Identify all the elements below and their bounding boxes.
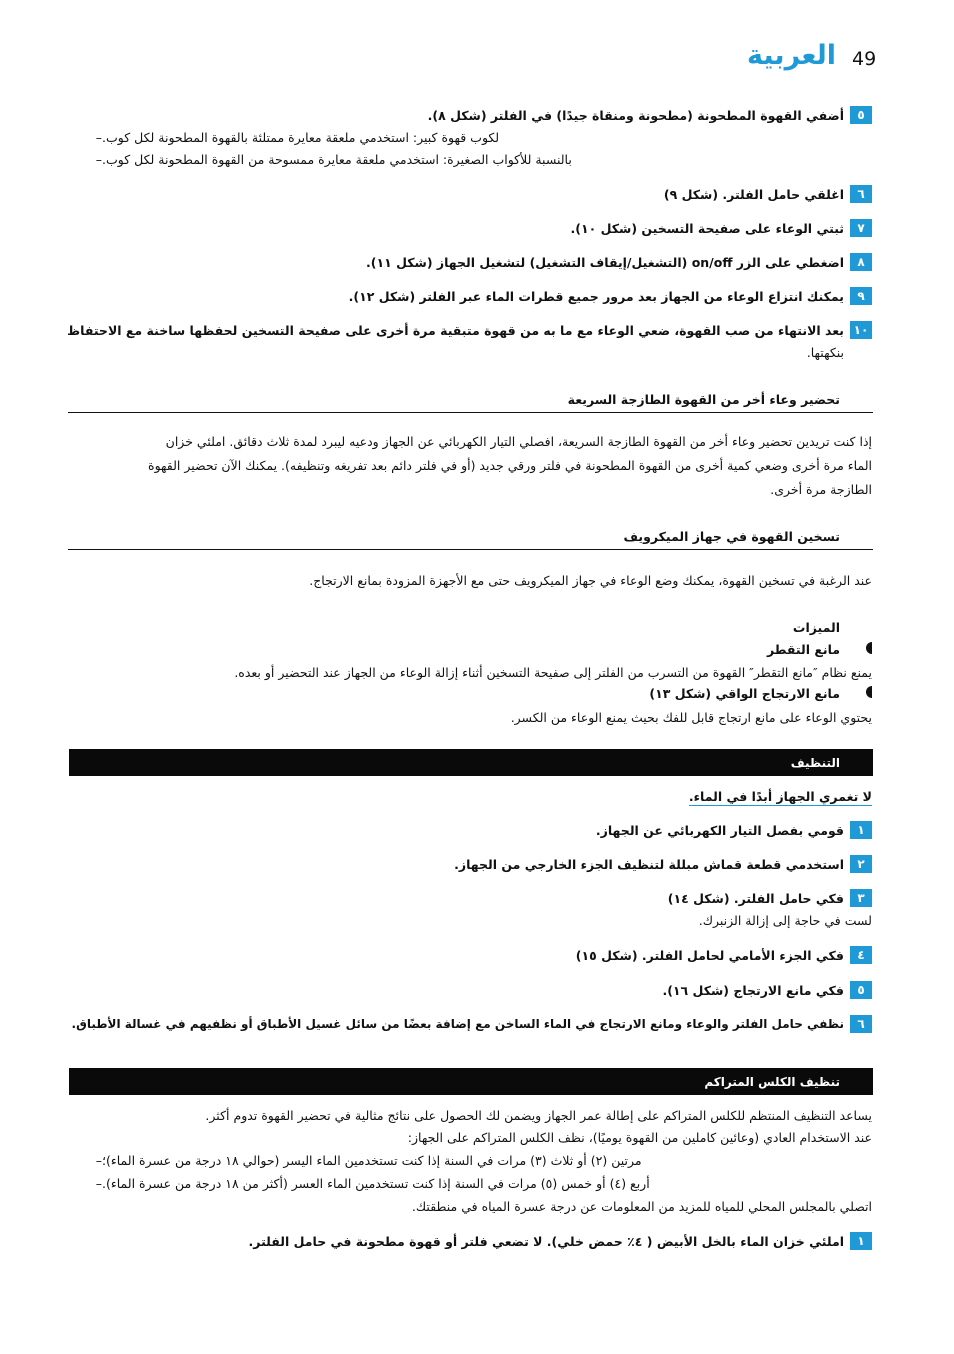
features-title: الميزات	[792, 620, 840, 635]
step-number-badge: ٣	[850, 889, 872, 907]
section-title-microwave: تسخين القهوة في جهاز الميكرويف	[623, 529, 840, 544]
fresh-line-3: الطازجة مرة أخرى.	[770, 482, 872, 497]
feature-text-shockproof: يحتوي الوعاء على مانع ارتجاج قابل للفك بحيث يمنع الوعاء من الكسر.	[510, 710, 872, 725]
descaling-intro: يساعد التنظيف المنتظم للكلس المتراكم على إطالة عمر الجهاز ويضمن لك الحصول على نتائج مثالية في تحضير القهوة تدوم أكثر.	[205, 1108, 872, 1123]
step-5	[72, 104, 872, 126]
cleaning-step-1	[72, 819, 872, 841]
step-text: نظفي حامل الفلتر والوعاء ومانع الارتجاج في الماء الساخن مع إضافة بعضًا من سائل غسيل الأطباق أو نظفيهم في غسالة الأطباق.	[71, 1017, 844, 1031]
step-text: فكي الجزء الأمامي لحامل الفلتر. (شكل ١٥)	[575, 947, 844, 963]
step-text: املئي خزان الماء بالخل الأبيض ( ٤٪ حمض خلي). لا تضعي فلتر أو قهوة مطحونة في حامل الفلتر.	[248, 1233, 844, 1249]
step-text: اغلقي حامل الفلتر. (شكل ٩)	[663, 186, 844, 202]
note-text: بالنسبة للأكواب الصغيرة: استخدمي ملعقة معايرة ممسوحة من القهوة المطحونة لكل كوب.	[102, 152, 572, 167]
cleaning-title-bar	[69, 749, 873, 776]
descaling-usage: عند الاستخدام العادي (وعائين كاملين من القهوة يوميًا)، نظف الكلس المتراكم على الجهاز:	[407, 1130, 872, 1145]
page-number: 49	[852, 48, 877, 70]
cleaning-step-3-note: لست في حاجة إلى إزالة الزنبرك.	[698, 913, 872, 928]
half-circle-bullet-icon	[860, 642, 872, 654]
dash: –	[95, 152, 102, 167]
step-number-badge: ٦	[850, 1015, 872, 1033]
dash: –	[95, 1176, 102, 1191]
descaling-item-text: أربع (٤) أو خمس (٥) مرات في السنة إذا كنت تستخدمين الماء العسر (أكثر من ١٨ درجة من عسرة الماء).	[102, 1176, 650, 1191]
cleaning-step-4	[72, 944, 872, 966]
descaling-title: تنظيف الكلس المتراكم	[704, 1075, 840, 1089]
brew-note-1	[72, 130, 872, 145]
note-text: لكوب قهوة كبير: استخدمي ملعقة معايرة ممتلئة بالقهوة المطحونة لكل كوب.	[102, 130, 500, 145]
cleaning-step-2	[72, 853, 872, 875]
fresh-line-2: الماء مرة أخرى وضعي كمية أخرى من القهوة المطحونة في فلتر ورقي جديد (أو في فلتر دائم بعد تفريغه وتنظيفه). يمكنك الآن تحضير القهوة	[148, 458, 872, 473]
feature-title-shockproof: مانع الارتجاج الواقي (شكل ١٣)	[649, 686, 840, 701]
descaling-soft-water	[72, 1153, 872, 1168]
section-divider	[68, 412, 873, 413]
step-number-badge: ٢	[850, 855, 872, 873]
step-number-badge: ٤	[850, 946, 872, 964]
step-number-badge: ٥	[850, 106, 872, 124]
language-title: العربية	[747, 40, 836, 71]
descaling-step-1	[72, 1230, 872, 1252]
step-6	[72, 183, 872, 205]
cleaning-title: التنظيف	[790, 756, 840, 770]
step-number-badge: ٦	[850, 185, 872, 203]
fresh-line-1: إذا كنت تريدين تحضير وعاء أخر من القهوة الطازجة السريعة، افصلي التيار الكهربائي عن الجهاز ودعيه ليبرد لمدة ثلاث دقائق. املئي خزان	[165, 434, 872, 449]
cleaning-step-6	[72, 1013, 872, 1035]
section-title-fresh: تحضير وعاء أخر من القهوة الطازجة السريعة	[567, 392, 840, 407]
step-number-badge: ٩	[850, 287, 872, 305]
cleaning-step-5	[72, 979, 872, 1001]
half-circle-bullet-icon	[860, 686, 872, 698]
feature-text-drip-stop: يمنع نظام ″مانع التقطر″ القهوة من التسرب من الفلتر إلى صفيحة التسخين أثناء إزالة الوعاء من الجهاز عند التحضير أو بعده.	[234, 665, 872, 680]
step-number-badge: ١	[850, 1232, 872, 1250]
step-number-badge: ٨	[850, 253, 872, 271]
microwave-text: عند الرغبة في تسخين القهوة، يمكنك وضع الوعاء في جهاز الميكرويف حتى مع الأجهزة المزودة بمانع الارتجاج.	[309, 573, 872, 588]
step-number-badge: ١٠	[850, 321, 872, 339]
step-text: قومي بفصل التيار الكهربائي عن الجهاز.	[595, 822, 844, 838]
step-number-badge: ٥	[850, 981, 872, 999]
step-text: فكي حامل الفلتر. (شكل ١٤)	[667, 890, 844, 906]
brew-note-2	[72, 152, 872, 167]
descaling-contact: اتصلي بالمجلس المحلي للمياه للمزيد من المعلومات عن درجة عسرة المياه في منطقتك.	[411, 1199, 872, 1214]
step-text: يمكنك انتزاع الوعاء من الجهاز بعد مرور جميع قطرات الماء عبر الفلتر (شكل ١٢).	[348, 288, 844, 304]
step-text: فكي مانع الارتجاج (شكل ١٦).	[662, 982, 844, 998]
step-10-continuation: بنكهتها.	[806, 345, 844, 360]
step-text: استخدمي قطعة قماش مبللة لتنظيف الجزء الخارجي من الجهاز.	[454, 856, 844, 872]
step-number-badge: ٧	[850, 219, 872, 237]
cleaning-warning: لا تغمري الجهاز أبدًا في الماء.	[688, 789, 872, 804]
step-9	[72, 285, 872, 307]
descaling-hard-water	[72, 1176, 872, 1191]
step-10	[67, 319, 872, 341]
step-7	[72, 217, 872, 239]
dash: –	[95, 1153, 102, 1168]
section-divider	[68, 549, 873, 550]
feature-title-drip-stop: مانع التقطر	[766, 642, 840, 657]
step-text: بعد الانتهاء من صب القهوة، ضعي الوعاء مع ما به من قهوة متبقية مرة أخرى على صفيحة التسخين لحفظها ساخنة مع الاحتفاظ	[67, 322, 844, 338]
step-text: ثبتي الوعاء على صفيحة التسخين (شكل ١٠).	[570, 220, 844, 236]
cleaning-step-3	[72, 887, 872, 909]
descaling-item-text: مرتين (٢) أو ثلاث (٣) مرات في السنة إذا كنت تستخدمين الماء اليسر (حوالي ١٨ درجة من عسرة الماء)؛	[102, 1153, 642, 1168]
step-number-badge: ١	[850, 821, 872, 839]
step-text: أضفي القهوة المطحونة (مطحونة ومنقاة جيدًا) في الفلتر (شكل ٨).	[427, 107, 844, 123]
dash: –	[95, 130, 102, 145]
step-8	[72, 251, 872, 273]
step-text: اضغطي على الزر on/off (التشغيل/إيقاف التشغيل) لتشغيل الجهاز (شكل ١١).	[366, 254, 844, 270]
